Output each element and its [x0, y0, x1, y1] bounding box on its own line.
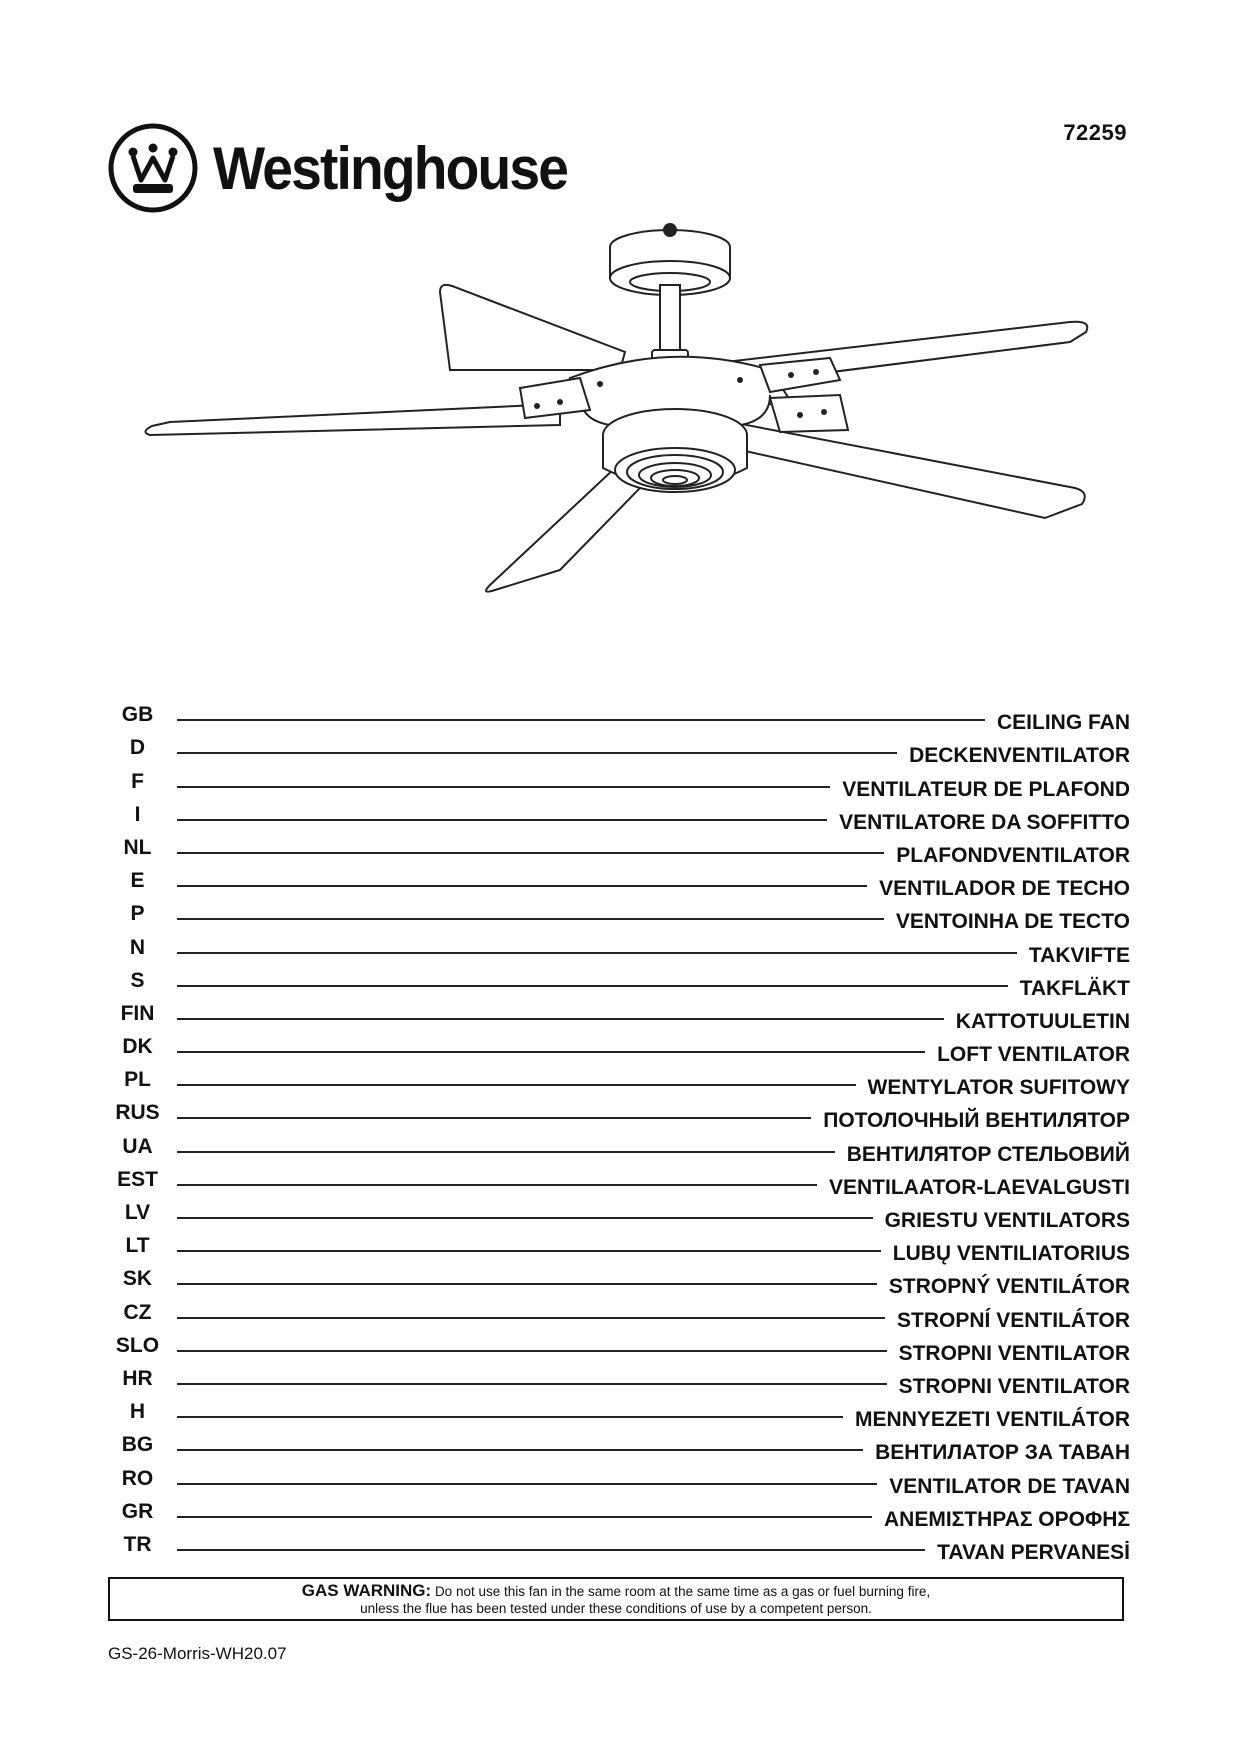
language-row — [110, 1032, 1130, 1065]
language-product-name: ВЕНТИЛАТОР ЗА ТАВАН — [875, 1441, 1130, 1465]
leader-line — [177, 1117, 811, 1119]
language-code: H — [129, 1400, 146, 1424]
leader-line — [177, 1184, 817, 1186]
language-code: SLO — [115, 1333, 160, 1357]
language-product-name: TAKFLÄKT — [1019, 976, 1130, 1000]
leader-line — [177, 918, 884, 920]
leader-line — [177, 752, 897, 754]
leader-line — [177, 1151, 835, 1153]
language-row — [110, 700, 1130, 733]
language-product-name: STROPNI VENTILATOR — [898, 1374, 1130, 1398]
language-code: RUS — [115, 1101, 160, 1125]
language-product-name: VENTILATOR DE TAVAN — [889, 1474, 1130, 1498]
language-product-name: TAKVIFTE — [1028, 943, 1130, 967]
leader-line — [177, 1449, 863, 1451]
language-product-name: WENTYLATOR SUFITOWY — [867, 1076, 1130, 1100]
leader-line — [177, 1317, 885, 1319]
language-code: FIN — [120, 1001, 155, 1025]
language-code: DK — [122, 1035, 153, 1059]
language-row — [110, 1530, 1130, 1563]
language-product-name: MENNYEZETI VENTILÁTOR — [855, 1408, 1130, 1432]
leader-line — [177, 1250, 881, 1252]
language-code: D — [129, 736, 146, 760]
model-number: 72259 — [1063, 120, 1127, 145]
leader-line — [177, 1051, 925, 1053]
language-row — [110, 1497, 1130, 1530]
leader-line — [177, 819, 827, 821]
language-code: PL — [124, 1068, 151, 1092]
language-row — [110, 966, 1130, 999]
language-code: SK — [122, 1267, 153, 1291]
language-code: GR — [121, 1499, 154, 1523]
language-row — [110, 1297, 1130, 1330]
leader-line — [177, 1283, 877, 1285]
language-product-name: VENTOINHA DE TECTO — [895, 910, 1130, 934]
brand-logo — [107, 122, 568, 214]
language-row — [110, 1098, 1130, 1131]
leader-line — [177, 1383, 887, 1385]
language-row — [110, 1331, 1130, 1364]
language-code: LT — [125, 1234, 150, 1258]
language-row — [110, 766, 1130, 799]
language-row — [110, 932, 1130, 965]
leader-line — [177, 1483, 877, 1485]
language-code: LV — [124, 1201, 151, 1224]
language-product-name: VENTILATEUR DE PLAFOND — [842, 777, 1130, 801]
language-code: HR — [122, 1366, 153, 1390]
language-row — [110, 899, 1130, 932]
language-code: E — [130, 869, 145, 893]
language-row — [110, 1264, 1130, 1297]
language-row — [110, 1198, 1130, 1231]
language-code: BG — [121, 1433, 154, 1457]
leader-line — [177, 1516, 872, 1518]
language-row — [110, 800, 1130, 833]
language-product-name: ПОТОЛОЧНЫЙ ВЕНТИЛЯТОР — [823, 1109, 1130, 1133]
language-row — [110, 1463, 1130, 1496]
leader-line — [177, 852, 884, 854]
language-product-name: VENTILATORE DA SOFFITTO — [839, 810, 1130, 834]
language-product-name: VENTILAATOR-LAEVALGUSTI — [829, 1175, 1130, 1199]
language-row — [110, 733, 1130, 766]
language-product-name: KATTOTUULETIN — [955, 1009, 1130, 1033]
language-code: GB — [121, 703, 154, 727]
gas-warning-box — [108, 1577, 1124, 1621]
document-code: GS-26-Morris-WH20.07 — [108, 1644, 287, 1663]
language-product-name: STROPNÍ VENTILÁTOR — [897, 1308, 1130, 1332]
language-code: P — [130, 902, 145, 926]
leader-line — [177, 1549, 925, 1551]
language-product-name: CEILING FAN — [996, 711, 1130, 735]
language-code: EST — [117, 1167, 158, 1191]
language-product-name: VENTILADOR DE TECHO — [879, 877, 1130, 901]
language-product-name: STROPNI VENTILATOR — [898, 1341, 1130, 1365]
language-product-name: STROPNÝ VENTILÁTOR — [888, 1275, 1130, 1299]
language-code: CZ — [123, 1300, 152, 1324]
leader-line — [177, 1084, 856, 1086]
language-row — [110, 1397, 1130, 1430]
language-product-name: ВЕНТИЛЯТОР СТЕЛЬОВИЙ — [846, 1142, 1130, 1166]
language-code: F — [131, 769, 144, 793]
language-code: S — [130, 968, 145, 992]
leader-line — [177, 1217, 873, 1219]
gas-warning-line1: Do not use this fan in the same room at the same time as a gas or fuel burning fire, — [434, 1584, 931, 1599]
leader-line — [177, 786, 830, 788]
leader-line — [177, 1350, 887, 1352]
gas-warning-line2: unless the flue has been tested under these conditions of use by a competent person. — [360, 1601, 872, 1616]
language-product-name: TAVAN PERVANESİ — [937, 1540, 1130, 1564]
language-code: TR — [123, 1532, 152, 1556]
language-row — [110, 1430, 1130, 1463]
leader-line — [177, 985, 1008, 987]
ceiling-fan-illustration-icon — [140, 220, 1140, 620]
language-code: NL — [123, 835, 152, 859]
language-product-name: ΑΝΕΜΙΣΤΗΡΑΣ ΟΡΟΦΗΣ — [884, 1507, 1130, 1531]
language-product-name: LOFT VENTILATOR — [937, 1043, 1130, 1067]
language-list — [110, 700, 1130, 1563]
language-row — [110, 1165, 1130, 1198]
leader-line — [177, 719, 985, 721]
westinghouse-w-logo-icon — [107, 122, 199, 214]
language-row — [110, 999, 1130, 1032]
language-product-name: DECKENVENTILATOR — [909, 744, 1130, 768]
language-product-name: PLAFONDVENTILATOR — [896, 843, 1130, 867]
language-row — [110, 1131, 1130, 1164]
leader-line — [177, 1018, 944, 1020]
language-row — [110, 1364, 1130, 1397]
language-code: I — [134, 802, 141, 826]
gas-warning-title: GAS WARNING: — [301, 1581, 432, 1600]
leader-line — [177, 885, 867, 887]
language-row — [110, 1065, 1130, 1098]
language-row — [110, 833, 1130, 866]
language-code: RO — [121, 1466, 154, 1490]
brand-name: Westinghouse — [213, 134, 568, 202]
language-row — [110, 1231, 1130, 1264]
language-product-name: GRIESTU VENTILATORS — [884, 1209, 1130, 1232]
language-code: N — [129, 935, 146, 959]
language-row — [110, 866, 1130, 899]
language-code: UA — [122, 1134, 153, 1158]
leader-line — [177, 1416, 843, 1418]
leader-line — [177, 952, 1017, 954]
language-product-name: LUBŲ VENTILIATORIUS — [892, 1242, 1130, 1266]
